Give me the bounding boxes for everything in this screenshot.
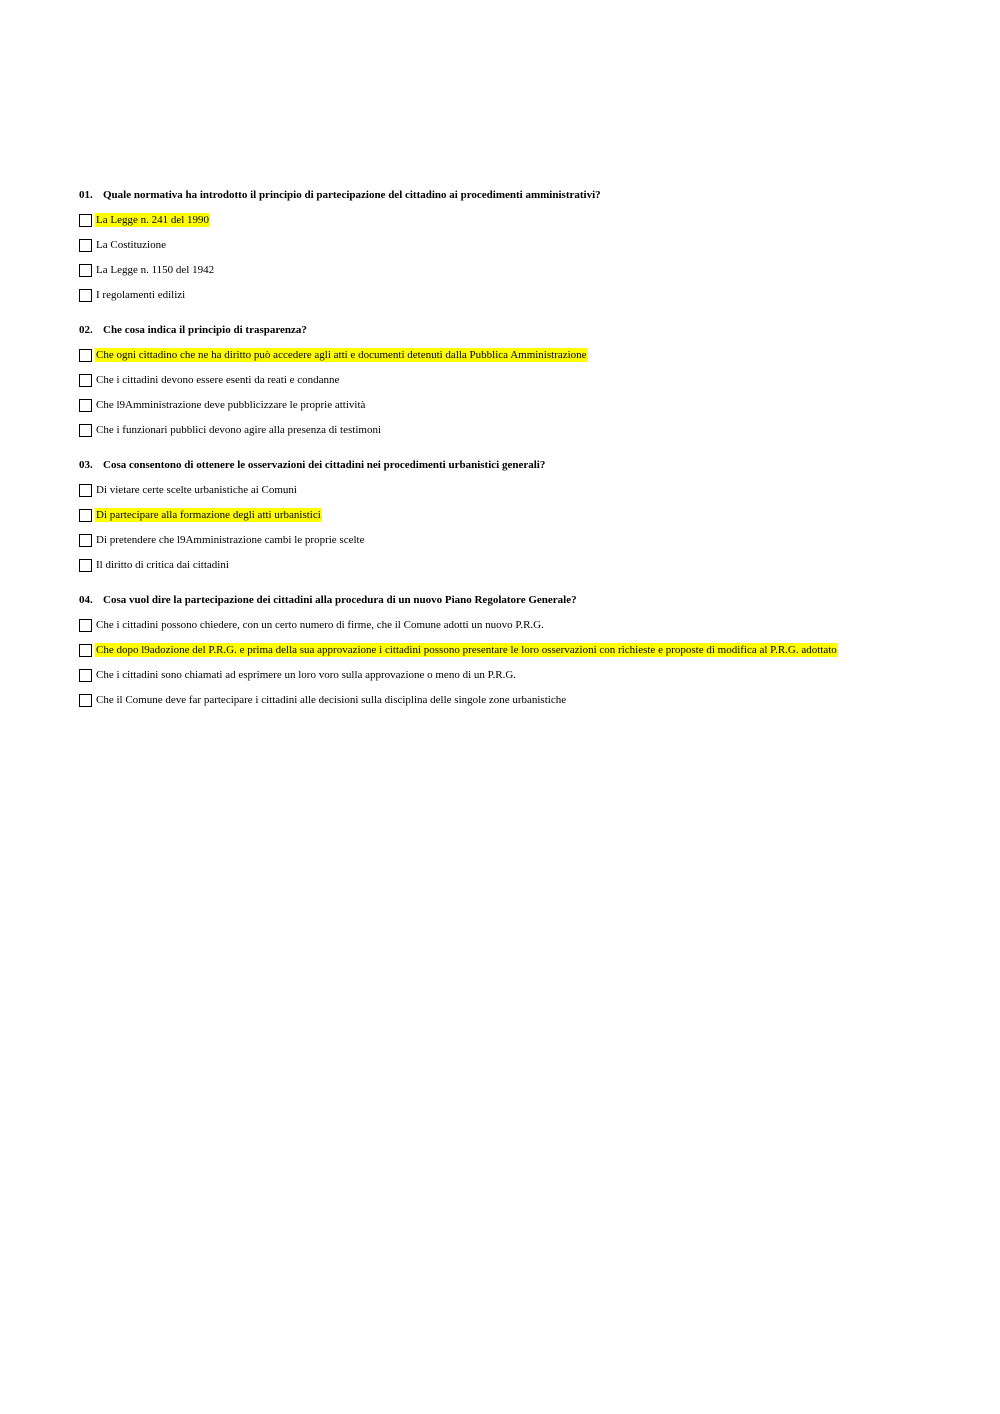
answer-text: Che i funzionari pubblici devono agire alla presenza di testimoni	[96, 424, 381, 436]
answer-option[interactable]	[79, 505, 979, 525]
answer-option[interactable]	[79, 640, 979, 660]
answer-option[interactable]	[79, 555, 979, 575]
question-heading	[79, 320, 979, 340]
answer-option[interactable]	[79, 420, 979, 440]
question-heading	[79, 590, 979, 610]
checkbox-icon[interactable]	[79, 534, 92, 547]
question-1	[79, 185, 979, 305]
question-number: 03.	[79, 459, 93, 471]
checkbox-icon[interactable]	[79, 214, 92, 227]
answer-option[interactable]	[79, 345, 979, 365]
checkbox-icon[interactable]	[79, 264, 92, 277]
answer-text: Che i cittadini devono essere esenti da reati e condanne	[96, 374, 340, 386]
answer-text: Che i cittadini possono chiedere, con un certo numero di firme, che il Comune adotti un nuovo P.R.G.	[96, 619, 544, 631]
answer-text: Di partecipare alla formazione degli atti urbanistici	[96, 509, 321, 521]
question-number: 02.	[79, 324, 93, 336]
question-heading	[79, 455, 979, 475]
answer-text: Che il Comune deve far partecipare i cittadini alle decisioni sulla disciplina delle singole zone urbanistiche	[96, 694, 567, 706]
checkbox-icon[interactable]	[79, 559, 92, 572]
checkbox-icon[interactable]	[79, 644, 92, 657]
question-4	[79, 590, 979, 710]
answer-text: La Legge n. 241 del 1990	[96, 214, 210, 226]
answer-text: La Costituzione	[96, 239, 166, 251]
question-text: Cosa vuol dire la partecipazione dei cittadini alla procedura di un nuovo Piano Regolatore Generale?	[103, 594, 577, 606]
answer-text: Che ogni cittadino che ne ha diritto può accedere agli atti e documenti detenuti dalla Pubblica Amministrazione	[96, 349, 587, 361]
checkbox-icon[interactable]	[79, 399, 92, 412]
answer-text: I regolamenti edilizi	[96, 289, 186, 301]
answer-option[interactable]	[79, 530, 979, 550]
answer-option[interactable]	[79, 480, 979, 500]
answer-text: Che i cittadini sono chiamati ad esprimere un loro voro sulla approvazione o meno di un P.R.G.	[96, 669, 517, 681]
question-text: Che cosa indica il principio di trasparenza?	[103, 324, 307, 336]
checkbox-icon[interactable]	[79, 289, 92, 302]
answer-option[interactable]	[79, 210, 979, 230]
checkbox-icon[interactable]	[79, 509, 92, 522]
answer-option[interactable]	[79, 615, 979, 635]
answer-text: Che dopo l9adozione del P.R.G. e prima della sua approvazione i cittadini possono presentare le loro osservazioni con richieste e proposte di modifica al P.R.G. adottato	[96, 644, 837, 656]
answer-option[interactable]	[79, 665, 979, 685]
answer-text: Di vietare certe scelte urbanistiche ai Comuni	[96, 484, 297, 496]
checkbox-icon[interactable]	[79, 669, 92, 682]
answer-text: Di pretendere che l9Amministrazione cambi le proprie scelte	[96, 534, 365, 546]
checkbox-icon[interactable]	[79, 619, 92, 632]
quiz-document	[79, 185, 979, 725]
checkbox-icon[interactable]	[79, 239, 92, 252]
answer-option[interactable]	[79, 395, 979, 415]
question-text: Quale normativa ha introdotto il principio di partecipazione del cittadino ai procedimenti amministrativi?	[103, 189, 601, 201]
checkbox-icon[interactable]	[79, 349, 92, 362]
question-2	[79, 320, 979, 440]
checkbox-icon[interactable]	[79, 424, 92, 437]
question-3	[79, 455, 979, 575]
answer-option[interactable]	[79, 235, 979, 255]
answer-text: La Legge n. 1150 del 1942	[96, 264, 215, 276]
question-number: 04.	[79, 594, 93, 606]
answer-option[interactable]	[79, 285, 979, 305]
answer-option[interactable]	[79, 690, 979, 710]
answer-text: Che l9Amministrazione deve pubblicizzare le proprie attività	[96, 399, 366, 411]
checkbox-icon[interactable]	[79, 484, 92, 497]
checkbox-icon[interactable]	[79, 694, 92, 707]
answer-option[interactable]	[79, 370, 979, 390]
question-heading	[79, 185, 979, 205]
question-number: 01.	[79, 189, 93, 201]
checkbox-icon[interactable]	[79, 374, 92, 387]
question-text: Cosa consentono di ottenere le osservazioni dei cittadini nei procedimenti urbanistici generali?	[103, 459, 546, 471]
answer-text: Il diritto di critica dai cittadini	[96, 559, 229, 571]
answer-option[interactable]	[79, 260, 979, 280]
